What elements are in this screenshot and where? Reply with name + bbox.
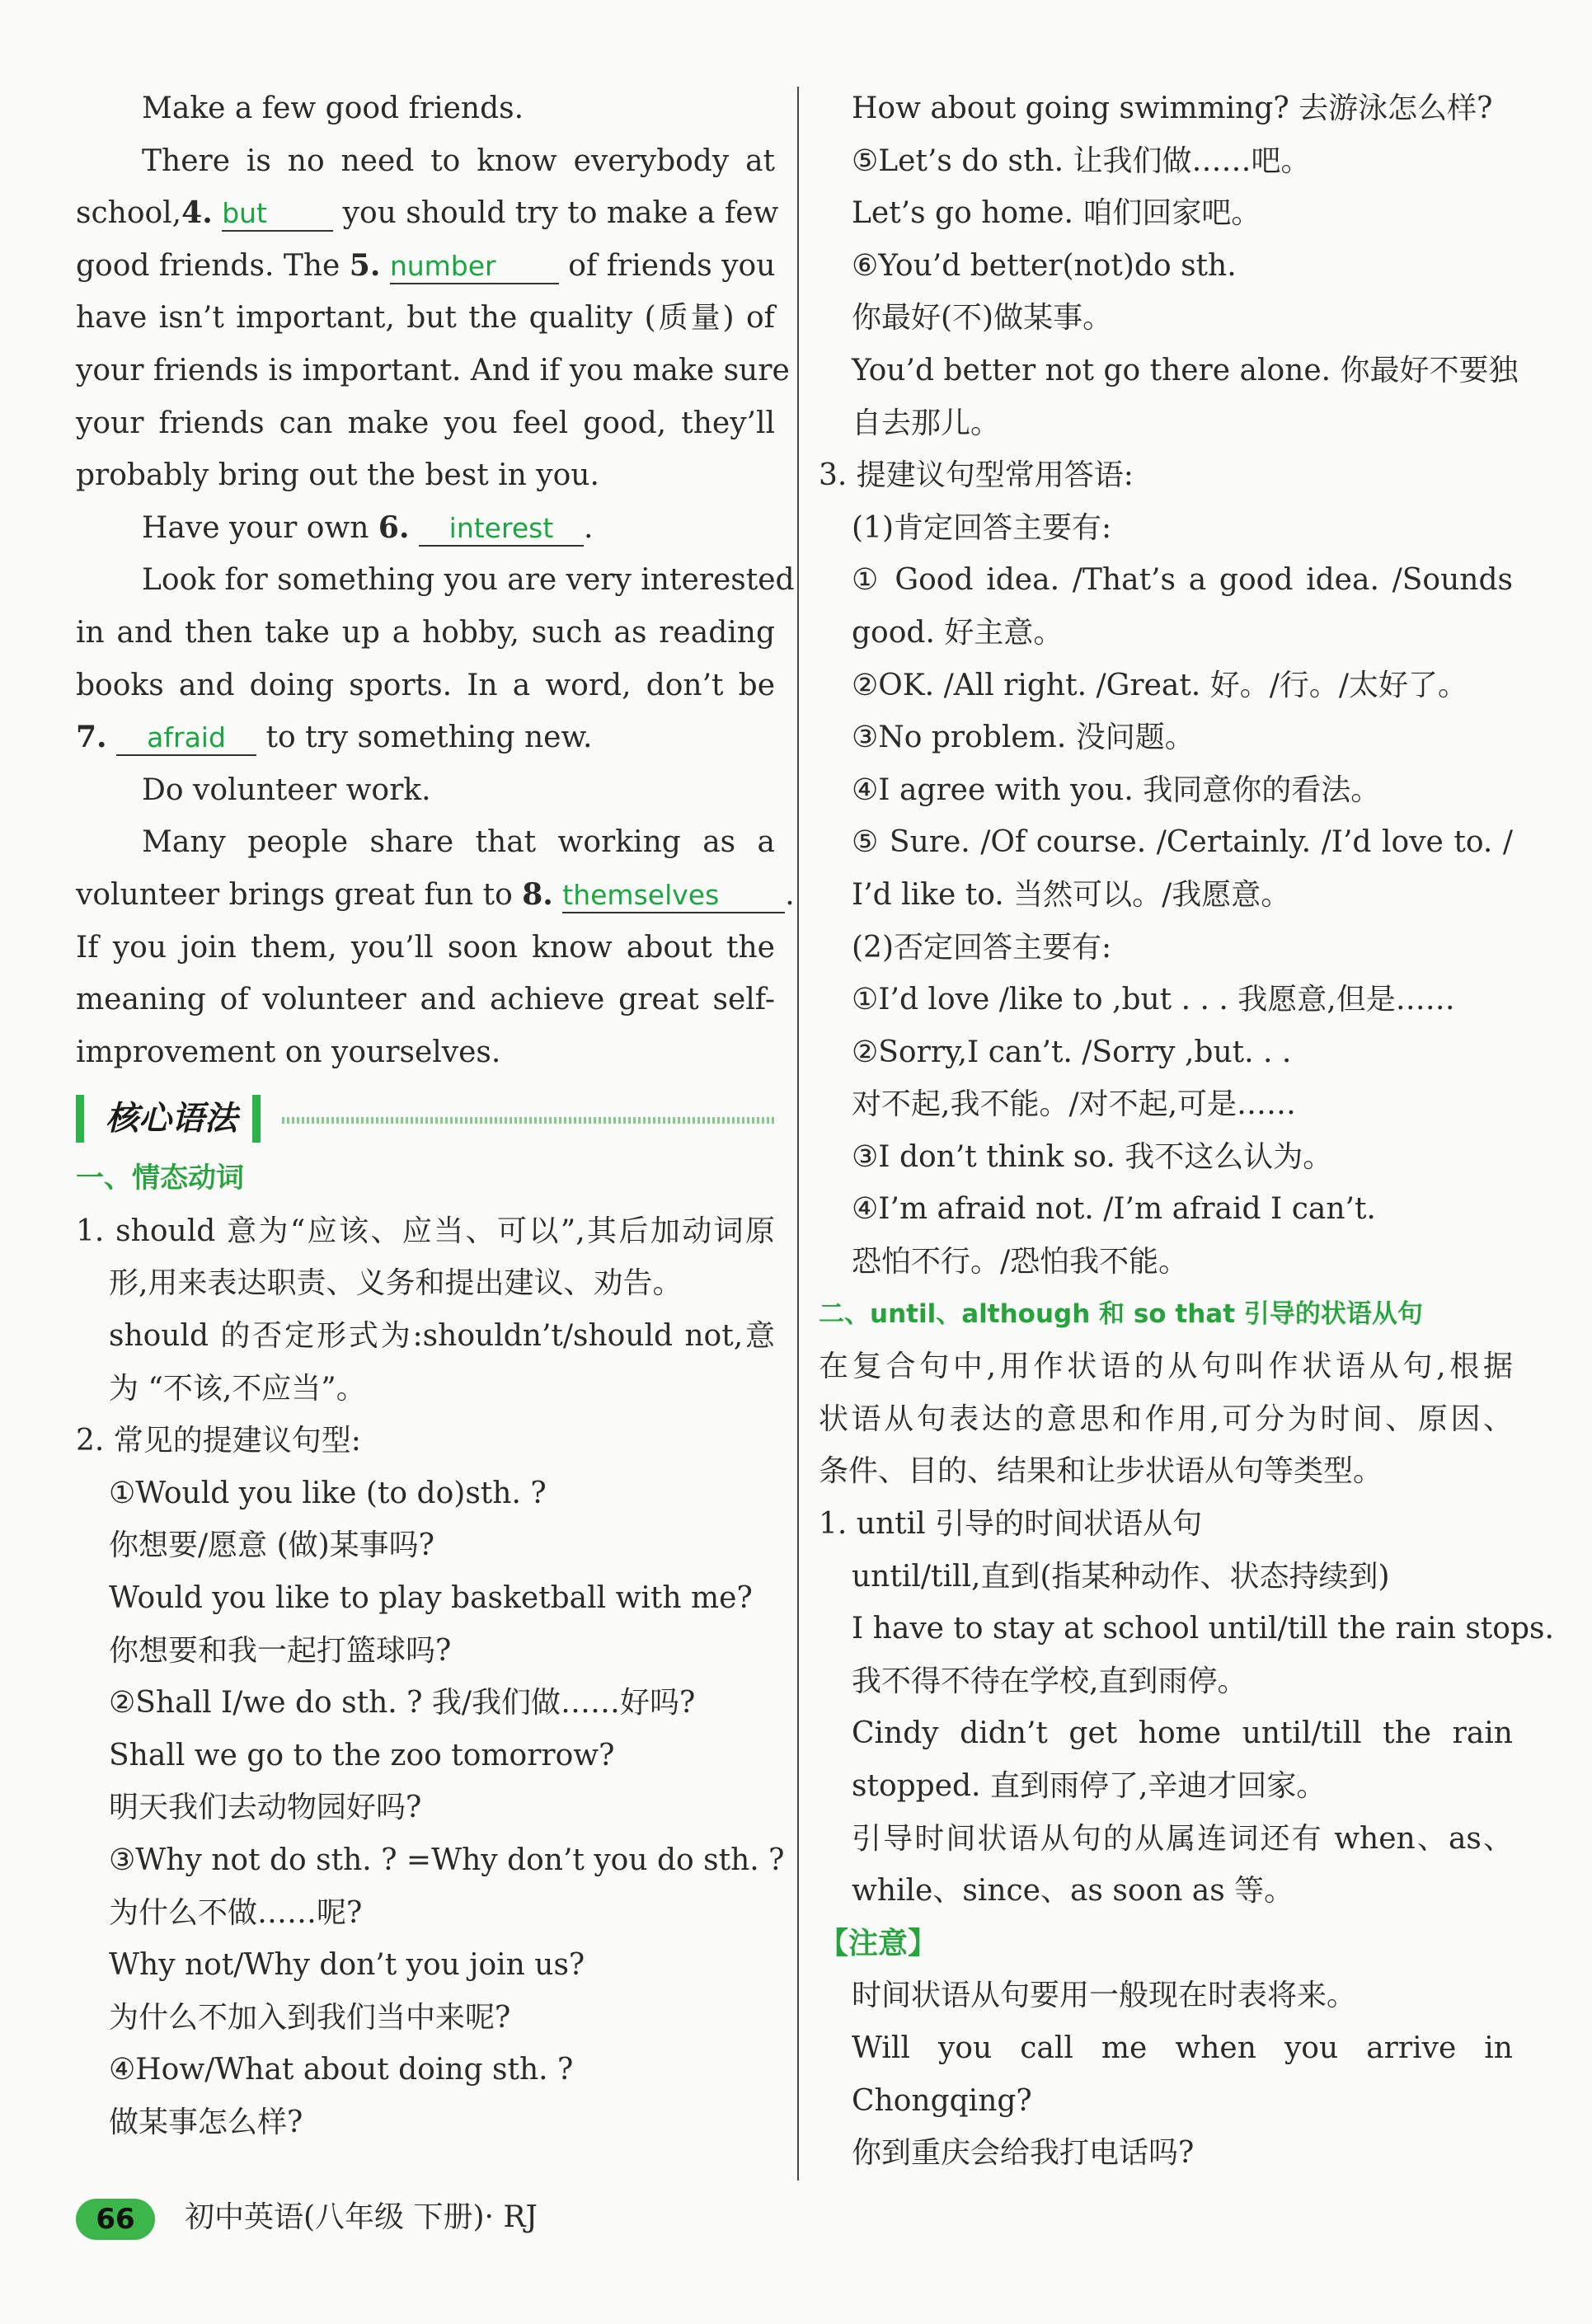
note-label: 【注意】	[819, 1926, 938, 1960]
text-line: (1)肯定回答主要有:	[852, 510, 1112, 545]
text-line: 你想要/愿意 (做)某事吗?	[109, 1528, 434, 1563]
text-line: If you join them, you’ll soon know about the	[76, 930, 775, 965]
text-line: 为什么不做……呢?	[109, 1895, 363, 1930]
text-line: 对不起,我不能。/对不起,可是……	[852, 1087, 1297, 1122]
text-line: 状语从句表达的意思和作用,可分为时间、原因、	[819, 1401, 1513, 1436]
column-divider	[797, 87, 799, 2181]
text-line: should 的否定形式为:shouldn’t/should not,意	[109, 1319, 775, 1354]
text-line: 你想要和我一起打篮球吗?	[109, 1633, 452, 1668]
book-title: 初中英语(八年级 下册)· RJ	[185, 2200, 538, 2234]
answer-blank-4: but	[222, 197, 333, 232]
question-number: 5.	[349, 247, 381, 283]
text-line: Shall we go to the zoo tomorrow?	[109, 1738, 615, 1772]
subsection-title: 一、情态动词	[76, 1162, 244, 1195]
text-line: (2)否定回答主要有:	[852, 930, 1112, 965]
text-line: ③No problem. 没问题。	[852, 721, 1195, 755]
text-line: improvement on yourselves.	[76, 1035, 501, 1069]
text-line: I’d like to. 当然可以。/我愿意。	[852, 877, 1291, 912]
answer-blank-8: themselves	[562, 879, 785, 913]
text-line-with-blank: 7. afraid to try something new.	[76, 720, 593, 755]
text-line: 形,用来表达职责、义务和提出建议、劝告。	[109, 1266, 683, 1301]
text-line: while、since、as soon as 等。	[852, 1874, 1294, 1908]
text-line: 条件、目的、结果和让步状语从句等类型。	[819, 1454, 1383, 1489]
text-line: 为什么不加入到我们当中来呢?	[109, 2000, 511, 2035]
text-line: 恐怕不行。/恐怕我不能。	[852, 1245, 1189, 1279]
text-line: ①Would you like (to do)sth. ?	[109, 1476, 547, 1510]
text-line: ⑤ Sure. /Of course. /Certainly. /I’d love to. /	[852, 825, 1513, 860]
text-line: 为 “不该,不应当”。	[109, 1371, 366, 1406]
text-line: your friends is important. And if you make sure	[76, 353, 790, 387]
text-line: good. 好主意。	[852, 615, 1064, 650]
text-line: 3. 提建议句型常用答语:	[819, 458, 1134, 493]
text-line: Many people share that working as a	[142, 825, 775, 860]
text-line: You’d better not go there alone. 你最好不要独	[852, 353, 1519, 387]
text-line: Why not/Why don’t you join us?	[109, 1948, 585, 1983]
text-line: I have to stay at school until/till the rain stops.	[852, 1612, 1554, 1646]
text-line: 时间状语从句要用一般现在时表将来。	[852, 1979, 1357, 2013]
text-line: 自去那儿。	[852, 406, 1001, 440]
text-line: your friends can make you feel good, they’ll	[76, 406, 775, 440]
paragraph-heading: Do volunteer work.	[142, 772, 431, 807]
question-number: 8.	[522, 876, 553, 912]
answer-blank-5: number	[390, 250, 559, 284]
text-line: 你最好(不)做某事。	[852, 301, 1113, 336]
left-column	[76, 82, 795, 2149]
text-line: Would you like to play basketball with me?	[109, 1581, 753, 1616]
page-footer	[76, 2193, 538, 2242]
text-line: ④I’m afraid not. /I’m afraid I can’t.	[852, 1192, 1376, 1227]
text-line: ③Why not do sth. ? =Why don’t you do sth. ?	[109, 1843, 785, 1877]
section-title: 核心语法	[76, 1095, 261, 1143]
text-line-with-blank: volunteer brings great fun to 8. themselves .	[76, 876, 795, 912]
text-line: ⑥You’d better(not)do sth.	[852, 248, 1237, 283]
question-number: 7.	[76, 720, 107, 755]
answer-blank-7: afraid	[116, 721, 256, 756]
text-line: 明天我们去动物园好吗?	[109, 1791, 422, 1825]
text-line: 1. should 意为“应该、应当、可以”,其后加动词原	[76, 1214, 775, 1248]
text-line: in and then take up a hobby, such as reading	[76, 615, 775, 650]
text-line: Let’s go home. 咱们回家吧。	[852, 196, 1261, 231]
text-line: How about going swimming? 去游泳怎么样?	[852, 92, 1493, 125]
text-line: have isn’t important, but the quality (质量) of	[76, 301, 775, 336]
text-line: There is no need to know everybody at	[142, 143, 775, 178]
text-line: Chongqing?	[852, 2083, 1032, 2118]
text-line: Cindy didn’t get home until/till the rain	[852, 1716, 1513, 1751]
text-line: Will you call me when you arrive in	[852, 2031, 1513, 2065]
page-number: 66	[76, 2199, 155, 2240]
text-line-with-blank: school,4. but you should try to make a few	[76, 195, 779, 231]
question-number: 6.	[378, 509, 410, 545]
section-dotted-rule	[282, 1117, 775, 1124]
answer-blank-6: interest	[419, 512, 584, 547]
text-line: ②Shall I/we do sth. ? 我/我们做……好吗?	[109, 1686, 696, 1721]
text-line: stopped. 直到雨停了,辛迪才回家。	[852, 1769, 1327, 1803]
text-line: 做某事怎么样?	[109, 2105, 303, 2139]
text-line: ②Sorry,I can’t. /Sorry ,but. . .	[852, 1035, 1292, 1069]
text-line: ⑤Let’s do sth. 让我们做……吧。	[852, 143, 1311, 178]
paragraph-heading: Have your own 6. interest .	[142, 509, 594, 545]
text-line: 你到重庆会给我打电话吗?	[852, 2136, 1195, 2171]
paragraph-heading: Make a few good friends.	[142, 92, 524, 125]
subsection-title: 二、until、although 和 so that 引导的状语从句	[819, 1298, 1423, 1329]
text-line: ④How/What about doing sth. ?	[109, 2053, 574, 2087]
text-line: Look for something you are very interested	[142, 563, 795, 598]
text-line: ① Good idea. /That’s a good idea. /Sounds	[852, 563, 1513, 598]
text-line: 1. until 引导的时间状语从句	[819, 1507, 1203, 1542]
text-line: ④I agree with you. 我同意你的看法。	[852, 772, 1381, 807]
text-line: 在复合句中,用作状语的从句叫作状语从句,根据	[819, 1350, 1513, 1384]
section-header	[76, 1087, 775, 1153]
text-line: probably bring out the best in you.	[76, 458, 599, 493]
question-number: 4.	[181, 195, 213, 231]
text-line: 我不得不待在学校,直到雨停。	[852, 1664, 1247, 1698]
text-line: 2. 常见的提建议句型:	[76, 1424, 361, 1458]
right-column	[819, 82, 1554, 2180]
text-line: ②OK. /All right. /Great. 好。/行。/太好了。	[852, 668, 1468, 702]
text-line: ③I don’t think so. 我不这么认为。	[852, 1139, 1333, 1174]
text-line: ①I’d love /like to ,but . . . 我愿意,但是……	[852, 983, 1455, 1017]
text-line: meaning of volunteer and achieve great self-	[76, 983, 775, 1017]
text-line-with-blank: good friends. The 5. number of friends you	[76, 247, 776, 283]
text-line: 引导时间状语从句的从属连词还有 when、as、	[852, 1821, 1513, 1856]
text-line: books and doing sports. In a word, don’t be	[76, 668, 775, 702]
text-line: until/till,直到(指某种动作、状态持续到)	[852, 1559, 1390, 1594]
